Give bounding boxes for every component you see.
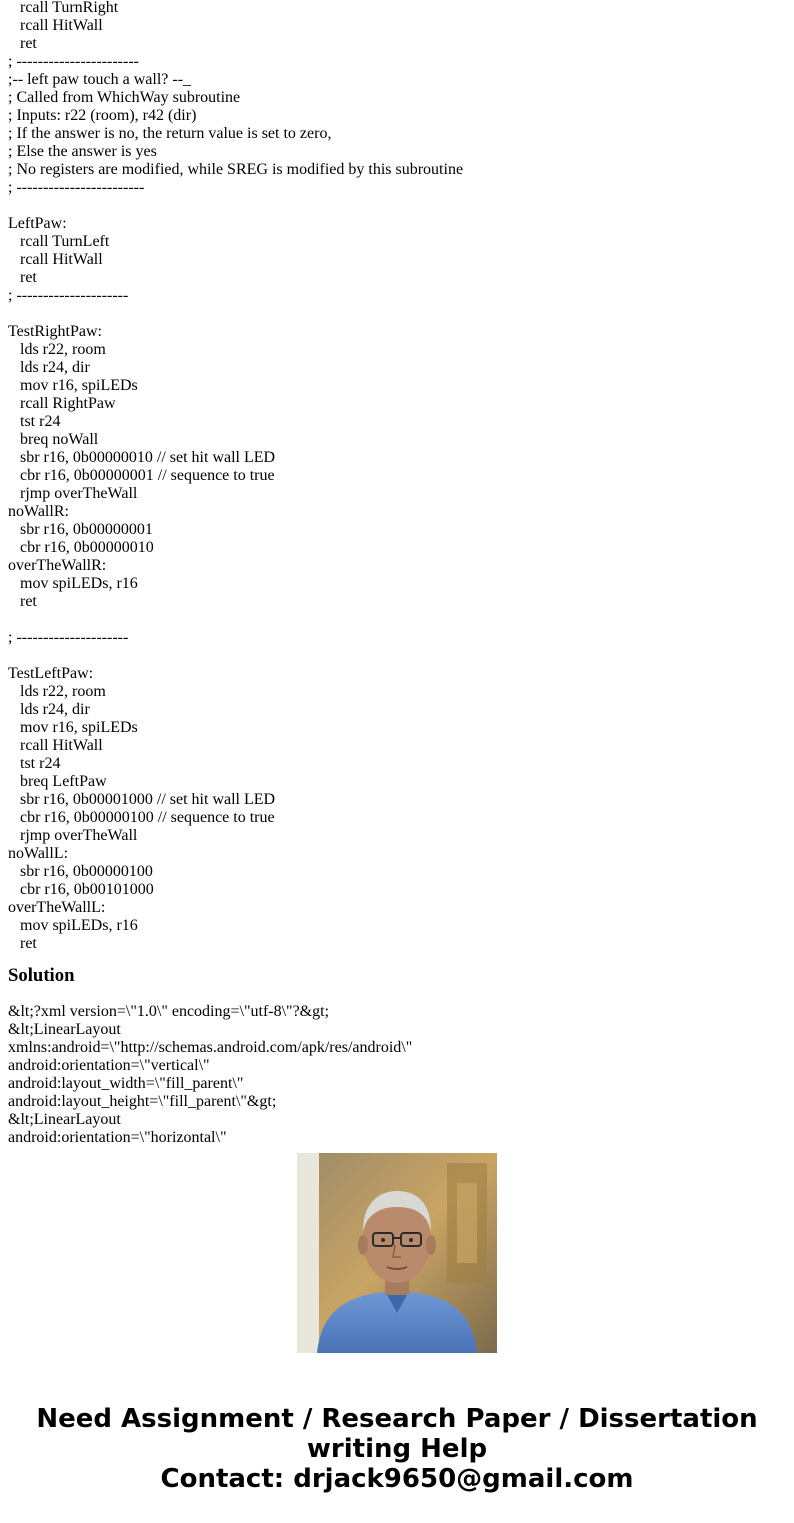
code-line: lds r24, dir (8, 359, 90, 376)
code-line: sbr r16, 0b00001000 // set hit wall LED (8, 791, 276, 808)
promo-banner (0, 1404, 794, 1494)
code-line: sbr r16, 0b00000001 (8, 521, 153, 538)
code-line: mov r16, spiLEDs (8, 719, 138, 736)
code-line: TestLeftPaw: (8, 665, 94, 682)
code-line (8, 647, 788, 665)
code-line: rcall HitWall (8, 251, 103, 268)
code-line: lds r22, room (8, 683, 106, 700)
code-line: breq LeftPaw (8, 773, 107, 790)
solution-line: &lt;LinearLayout (8, 1111, 121, 1128)
code-line: ret (8, 593, 37, 610)
code-line: TestRightPaw: (8, 323, 102, 340)
code-line: noWallL: (8, 845, 69, 862)
code-line: overTheWallL: (8, 899, 106, 916)
code-line: ; Else the answer is yes (8, 143, 157, 160)
code-line: ; Inputs: r22 (room), r42 (dir) (8, 107, 197, 124)
code-line: cbr r16, 0b00000100 // sequence to true (8, 809, 275, 826)
code-line: mov spiLEDs, r16 (8, 575, 138, 592)
code-line: LeftPaw: (8, 215, 67, 232)
solution-line: xmlns:android=\"http://schemas.android.com/apk/res/android\" (8, 1039, 413, 1056)
code-line: mov spiLEDs, r16 (8, 917, 138, 934)
code-line: ; --------------------- (8, 629, 129, 646)
code-line: cbr r16, 0b00000001 // sequence to true (8, 467, 275, 484)
code-line: rjmp overTheWall (8, 827, 138, 844)
code-line: ret (8, 35, 37, 52)
solution-line: &lt;LinearLayout (8, 1021, 121, 1038)
solution-line: android:layout_width=\"fill_parent\" (8, 1075, 244, 1092)
code-line: rcall TurnRight (8, 0, 119, 16)
solution-content (8, 1003, 788, 1146)
code-line (8, 305, 788, 323)
promo-line-1: Need Assignment / Research Paper / Dissertation (36, 1404, 758, 1434)
code-line: ; ----------------------- (8, 53, 139, 70)
code-listing (8, 0, 788, 953)
code-line: rjmp overTheWall (8, 485, 138, 502)
code-line: rcall HitWall (8, 17, 103, 34)
code-line: ; Called from WhichWay subroutine (8, 89, 241, 106)
code-line (8, 197, 788, 215)
code-line: noWallR: (8, 503, 69, 520)
code-line: tst r24 (8, 755, 61, 772)
code-line: cbr r16, 0b00000010 (8, 539, 154, 556)
code-line: overTheWallR: (8, 557, 107, 574)
code-line: cbr r16, 0b00101000 (8, 881, 154, 898)
code-line: sbr r16, 0b00000100 (8, 863, 153, 880)
code-line: ret (8, 269, 37, 286)
code-line: ret (8, 935, 37, 952)
solution-heading: Solution (8, 965, 75, 986)
code-line: ; --------------------- (8, 287, 129, 304)
code-line: lds r22, room (8, 341, 106, 358)
author-photo-icon (297, 1153, 497, 1353)
solution-line: android:orientation=\"horizontal\" (8, 1129, 227, 1146)
code-line: lds r24, dir (8, 701, 90, 718)
code-line: ; No registers are modified, while SREG is modified by this subroutine (8, 161, 464, 178)
code-line: ; If the answer is no, the return value is set to zero, (8, 125, 332, 142)
code-line: rcall TurnLeft (8, 233, 110, 250)
promo-contact: Contact: drjack9650@gmail.com (160, 1464, 634, 1494)
solution-line: android:orientation=\"vertical\" (8, 1057, 210, 1074)
code-line: breq noWall (8, 431, 99, 448)
code-line: sbr r16, 0b00000010 // set hit wall LED (8, 449, 276, 466)
code-line: rcall RightPaw (8, 395, 116, 412)
author-avatar (297, 1153, 497, 1353)
solution-line: &lt;?xml version=\"1.0\" encoding=\"utf-8\"?&gt; (8, 1003, 330, 1020)
code-line: tst r24 (8, 413, 61, 430)
code-line (8, 611, 788, 629)
code-line: mov r16, spiLEDs (8, 377, 138, 394)
solution-line: android:layout_height=\"fill_parent\"&gt; (8, 1093, 277, 1110)
code-line: rcall HitWall (8, 737, 103, 754)
code-line: ; ------------------------ (8, 179, 145, 196)
promo-line-2: writing Help (306, 1434, 488, 1464)
code-line: ;-- left paw touch a wall? --_ (8, 71, 192, 88)
